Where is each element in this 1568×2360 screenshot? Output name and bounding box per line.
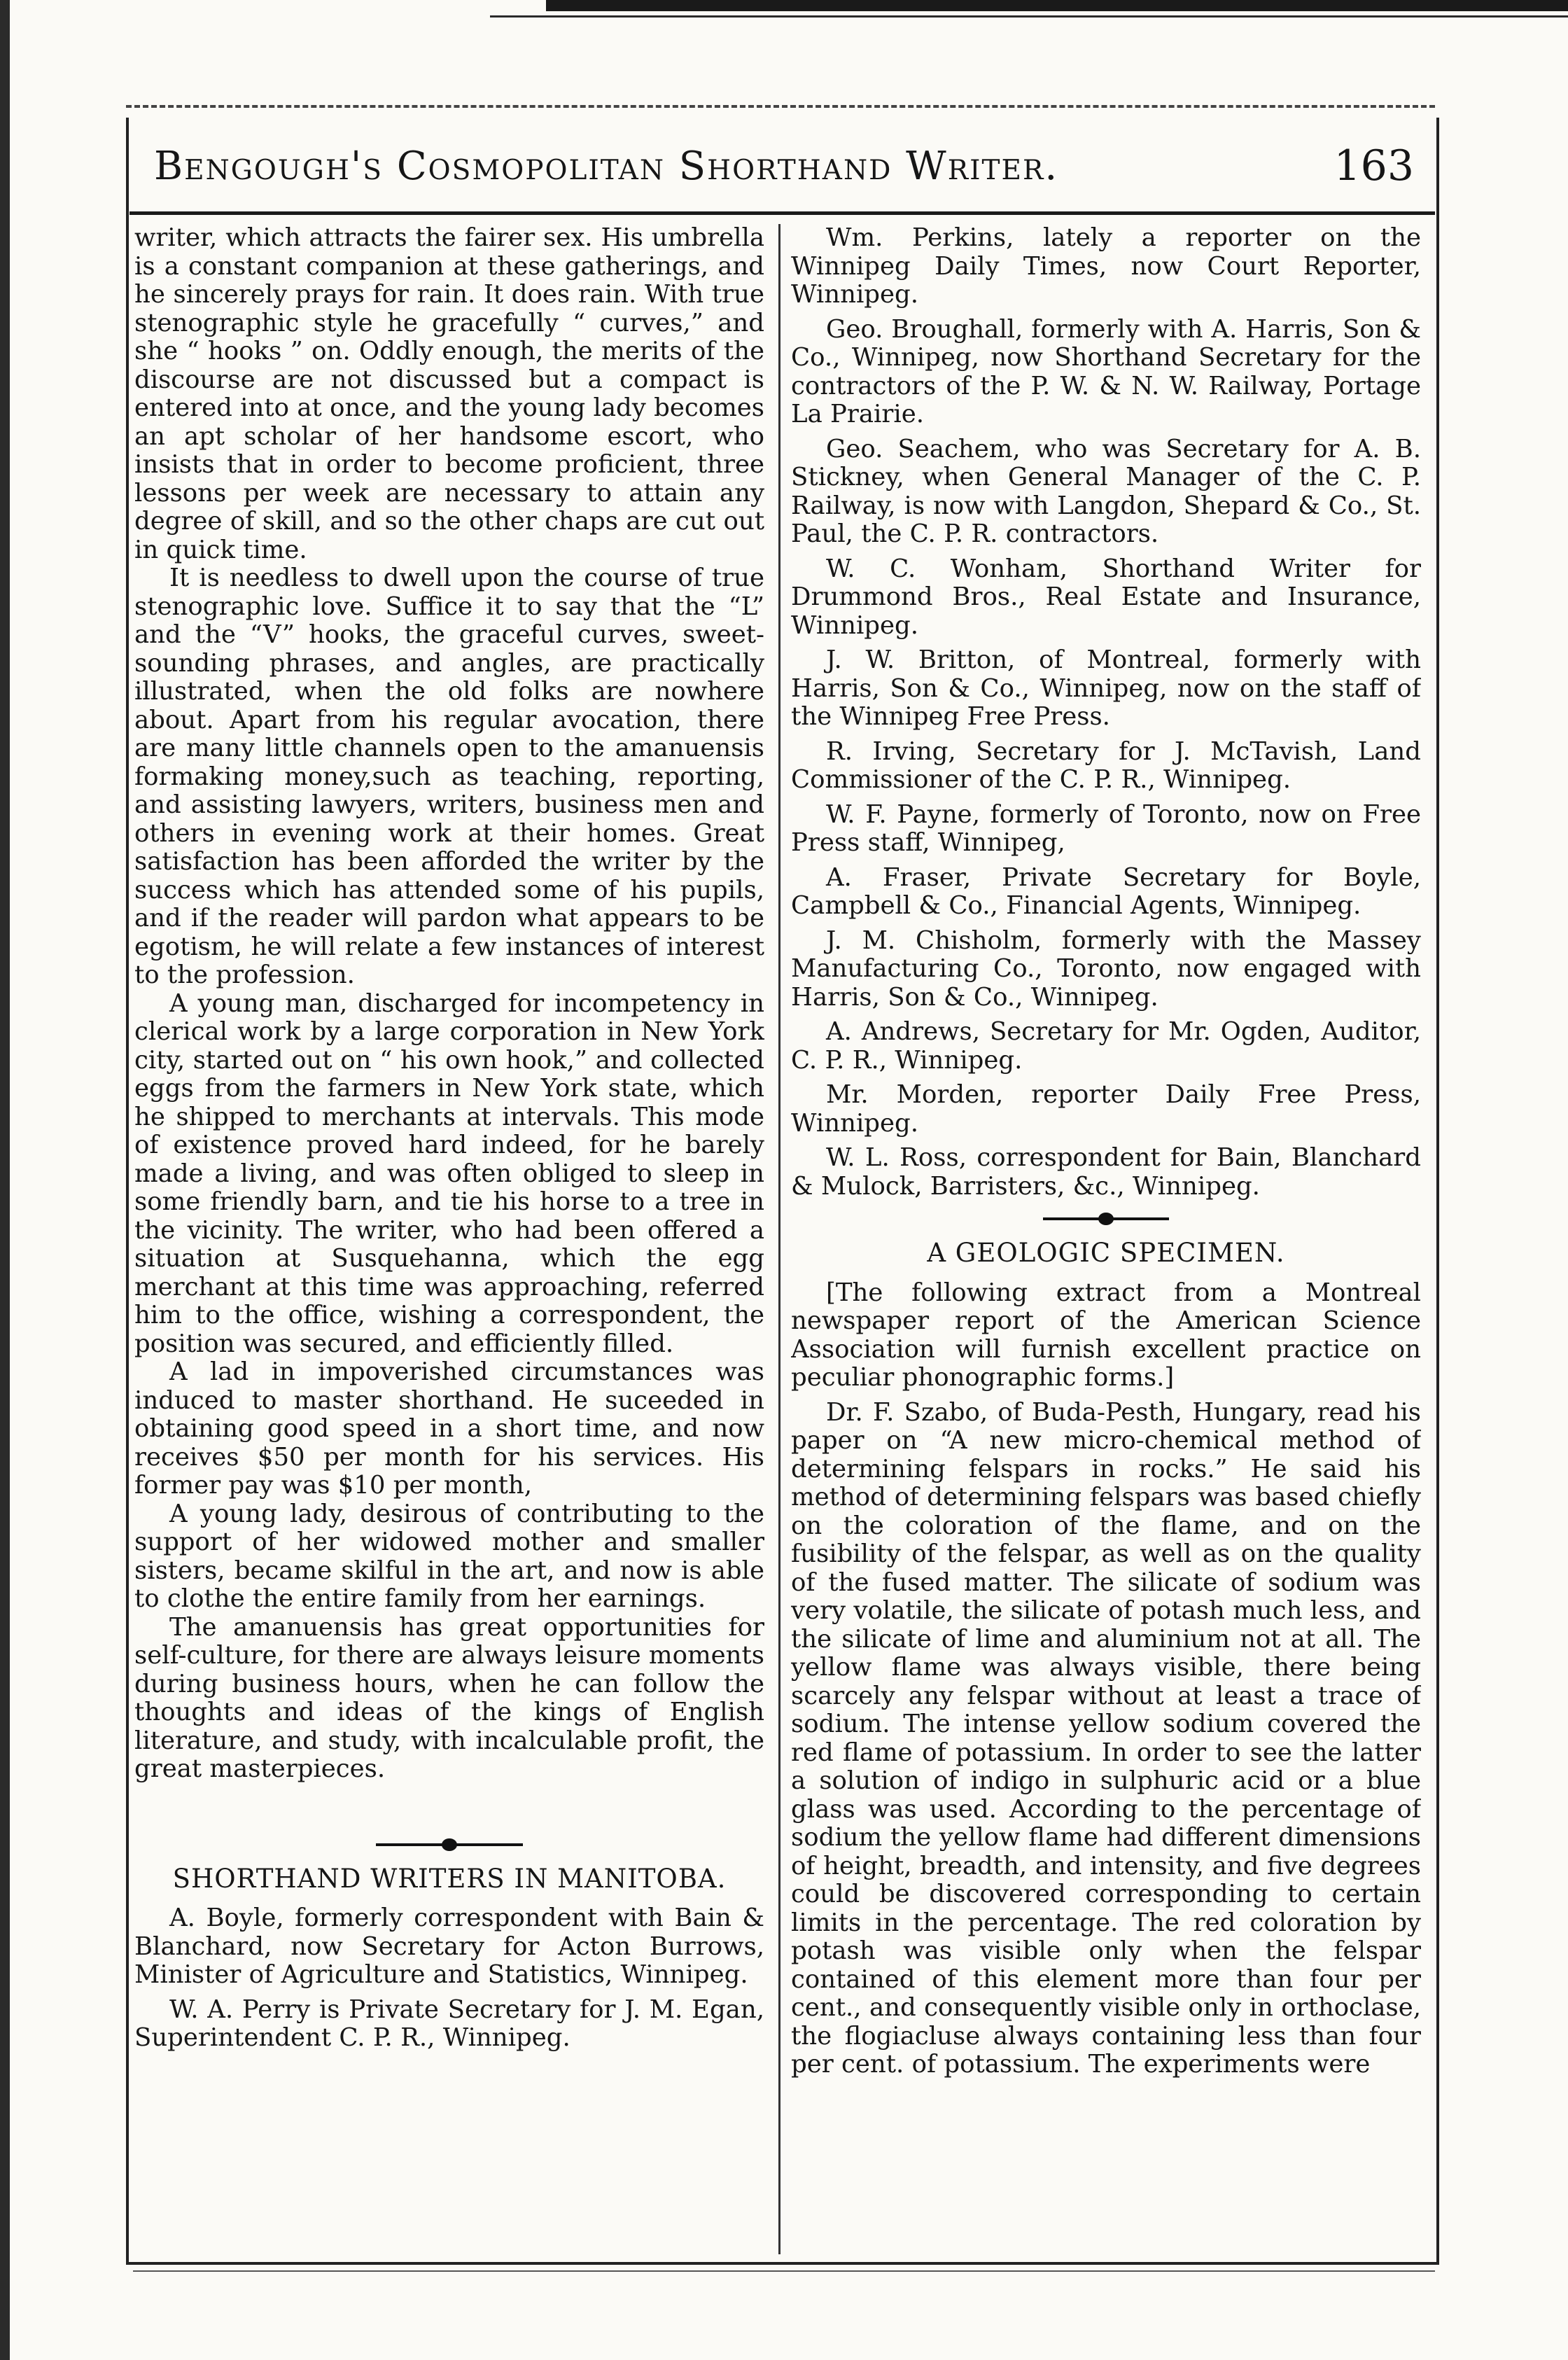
paragraph: [The following extract from a Montreal newspaper report of the American Science Association will furnish excellent practice on peculiar phonographic forms.] xyxy=(791,1278,1421,1392)
section-title-geologic: A GEOLOGIC SPECIMEN. xyxy=(927,1238,1285,1268)
scan-edge-top xyxy=(546,0,1568,11)
scan-edge-top-line xyxy=(490,15,1568,18)
section-ornament xyxy=(376,1833,523,1857)
right-column xyxy=(791,224,1421,2240)
paragraph: It is needless to dwell upon the course of true stenographic love. Suffice it to say that the “L” and the “V” hooks, the graceful curves, sweet-sounding phrases, and angles, are practically illustrated, when the old folks are nowhere about. Apart from his regular avocation, there are many little channels open to the amanuensis formaking money,such as teaching, reporting, and assisting lawyers, writers, business men and others in evening work at their homes. Great satisfaction has been afforded the writer by the success which has attended some of his pupils, and if the reader will pardon what appears to be egotism, he will relate a few instances of interest to the profession. xyxy=(134,564,764,989)
page-border-bottom-inner xyxy=(133,2270,1435,2272)
page-number: 163 xyxy=(1334,141,1414,190)
left-column xyxy=(134,224,764,2240)
list-item: Mr. Morden, reporter Daily Free Press, Winnipeg. xyxy=(791,1080,1421,1138)
list-item: R. Irving, Secretary for J. McTavish, Land Commissioner of the C. P. R., Winnipeg. xyxy=(791,736,1421,794)
list-item: W. A. Perry is Private Secretary for J. M. Egan, Superintendent C. P. R., Winnipeg. xyxy=(134,1995,764,2052)
running-header xyxy=(154,127,1428,204)
dashed-rule xyxy=(126,105,1435,108)
section-title-manitoba: SHORTHAND WRITERS IN MANITOBA. xyxy=(172,1863,727,1894)
paragraph: A young man, discharged for incompetency in clerical work by a large corporation in New York city, started out on “ his own hook,” and collected eggs from the farmers in New York state, which he shipped to merchants at intervals. This mode of existence proved hard indeed, for he barely made a living, and was often obliged to sleep in some friendly barn, and tie his horse to a tree in the vicinity. The writer, who had been offered a situation at Susquehanna, which the egg merchant at this time was approaching, referred him to the office, wishing a correspondent, the position was secured, and efficiently filled. xyxy=(134,989,764,1358)
page-title: Bengough's Cosmopolitan Shorthand Writer. xyxy=(154,143,1059,189)
list-item: A. Andrews, Secretary for Mr. Ogden, Auditor, C. P. R., Winnipeg. xyxy=(791,1017,1421,1075)
header-rule xyxy=(130,211,1435,215)
list-item: A. Fraser, Private Secretary for Boyle, Campbell & Co., Financial Agents, Winnipeg. xyxy=(791,863,1421,920)
list-item: W. F. Payne, formerly of Toronto, now on Free Press staff, Winnipeg, xyxy=(791,800,1421,857)
scan-edge-left xyxy=(0,0,10,2360)
list-item: W. C. Wonham, Shorthand Writer for Drummond Bros., Real Estate and Insurance, Winnipeg. xyxy=(791,554,1421,640)
list-item: J. W. Britton, of Montreal, formerly with Harris, Son & Co., Winnipeg, now on the staff of the Winnipeg Free Press. xyxy=(791,645,1421,731)
list-item: Wm. Perkins, lately a reporter on the Winnipeg Daily Times, now Court Reporter, Winnipeg. xyxy=(791,224,1421,309)
column-divider xyxy=(778,224,780,2254)
list-item: J. M. Chisholm, formerly with the Massey Manufacturing Co., Toronto, now engaged with Harris, Son & Co., Winnipeg. xyxy=(791,926,1421,1012)
list-item: Geo. Seachem, who was Secretary for A. B. Stickney, when General Manager of the C. P. Railway, is now with Langdon, Shepard & Co., St. Paul, the C. P. R. contractors. xyxy=(791,434,1421,548)
page-border-right xyxy=(1436,118,1439,2263)
page-border-bottom xyxy=(126,2262,1439,2265)
paragraph: The amanuensis has great opportunities for self-culture, for there are always leisure moments during business hours, when he can follow the thoughts and ideas of the kings of English literature, and study, with incalculable profit, the great masterpieces. xyxy=(134,1612,764,1783)
paragraph: Dr. F. Szabo, of Buda-Pesth, Hungary, read his paper on “A new micro-chemical method of determining felspars in rocks.” He said his method of determining felspars was based chiefly on the coloration of the flame, and on the fusibility of the felspar, as well as on the quality of the fused matter. The silicate of sodium was very volatile, the silicate of potash much less, and the silicate of lime and aluminium not at all. The yellow flame was always visible, there being scarcely any felspar without at least a trace of sodium. The intense yellow sodium covered the red flame of potassium. In order to see the latter a solution of indigo in sulphuric acid or a blue glass was used. According to the percentage of sodium the yellow flame had different dimensions of height, breadth, and intensity, and five degrees could be discovered corresponding to certain limits in the percentage. The red coloration by potash was visible only when the felspar contained of this element more than four per cent., and consequently visible only in orthoclase, the flogiacluse always containing less than four per cent. of potassium. The experiments were xyxy=(791,1397,1421,2079)
paragraph: A young lady, desirous of contributing to the support of her widowed mother and smaller sisters, became skilful in the art, and now is able to clothe the entire family from her earnings. xyxy=(134,1499,764,1613)
list-item: A. Boyle, formerly correspondent with Bain & Blanchard, now Secretary for Acton Burrows, Minister of Agriculture and Statistics, Winnipeg. xyxy=(134,1904,764,1989)
list-item: W. L. Ross, correspondent for Bain, Blanchard & Mulock, Barristers, &c., Winnipeg. xyxy=(791,1143,1421,1201)
paragraph: writer, which attracts the fairer sex. His umbrella is a constant companion at these gatherings, and he sincerely prays for rain. It does rain. With true stenographic style he gracefully “ curves,” and she “ hooks ” on. Oddly enough, the merits of the discourse are not discussed but a compact is entered into at once, and the young lady becomes an apt scholar of her handsome escort, who insists that in order to become proficient, three lessons per week are necessary to attain any degree of skill, and so the other chaps are cut out in quick time. xyxy=(134,224,764,564)
list-item: Geo. Broughall, formerly with A. Harris, Son & Co., Winnipeg, now Shorthand Secretary for the contractors of the P. W. & N. W. Railway, Portage La Prairie. xyxy=(791,314,1421,428)
paragraph: A lad in impoverished circumstances was induced to master shorthand. He suceeded in obtaining good speed in a short time, and now receives $50 per month for his services. His former pay was $10 per month, xyxy=(134,1357,764,1500)
section-ornament xyxy=(1032,1207,1180,1231)
page-border-left xyxy=(126,118,129,2263)
